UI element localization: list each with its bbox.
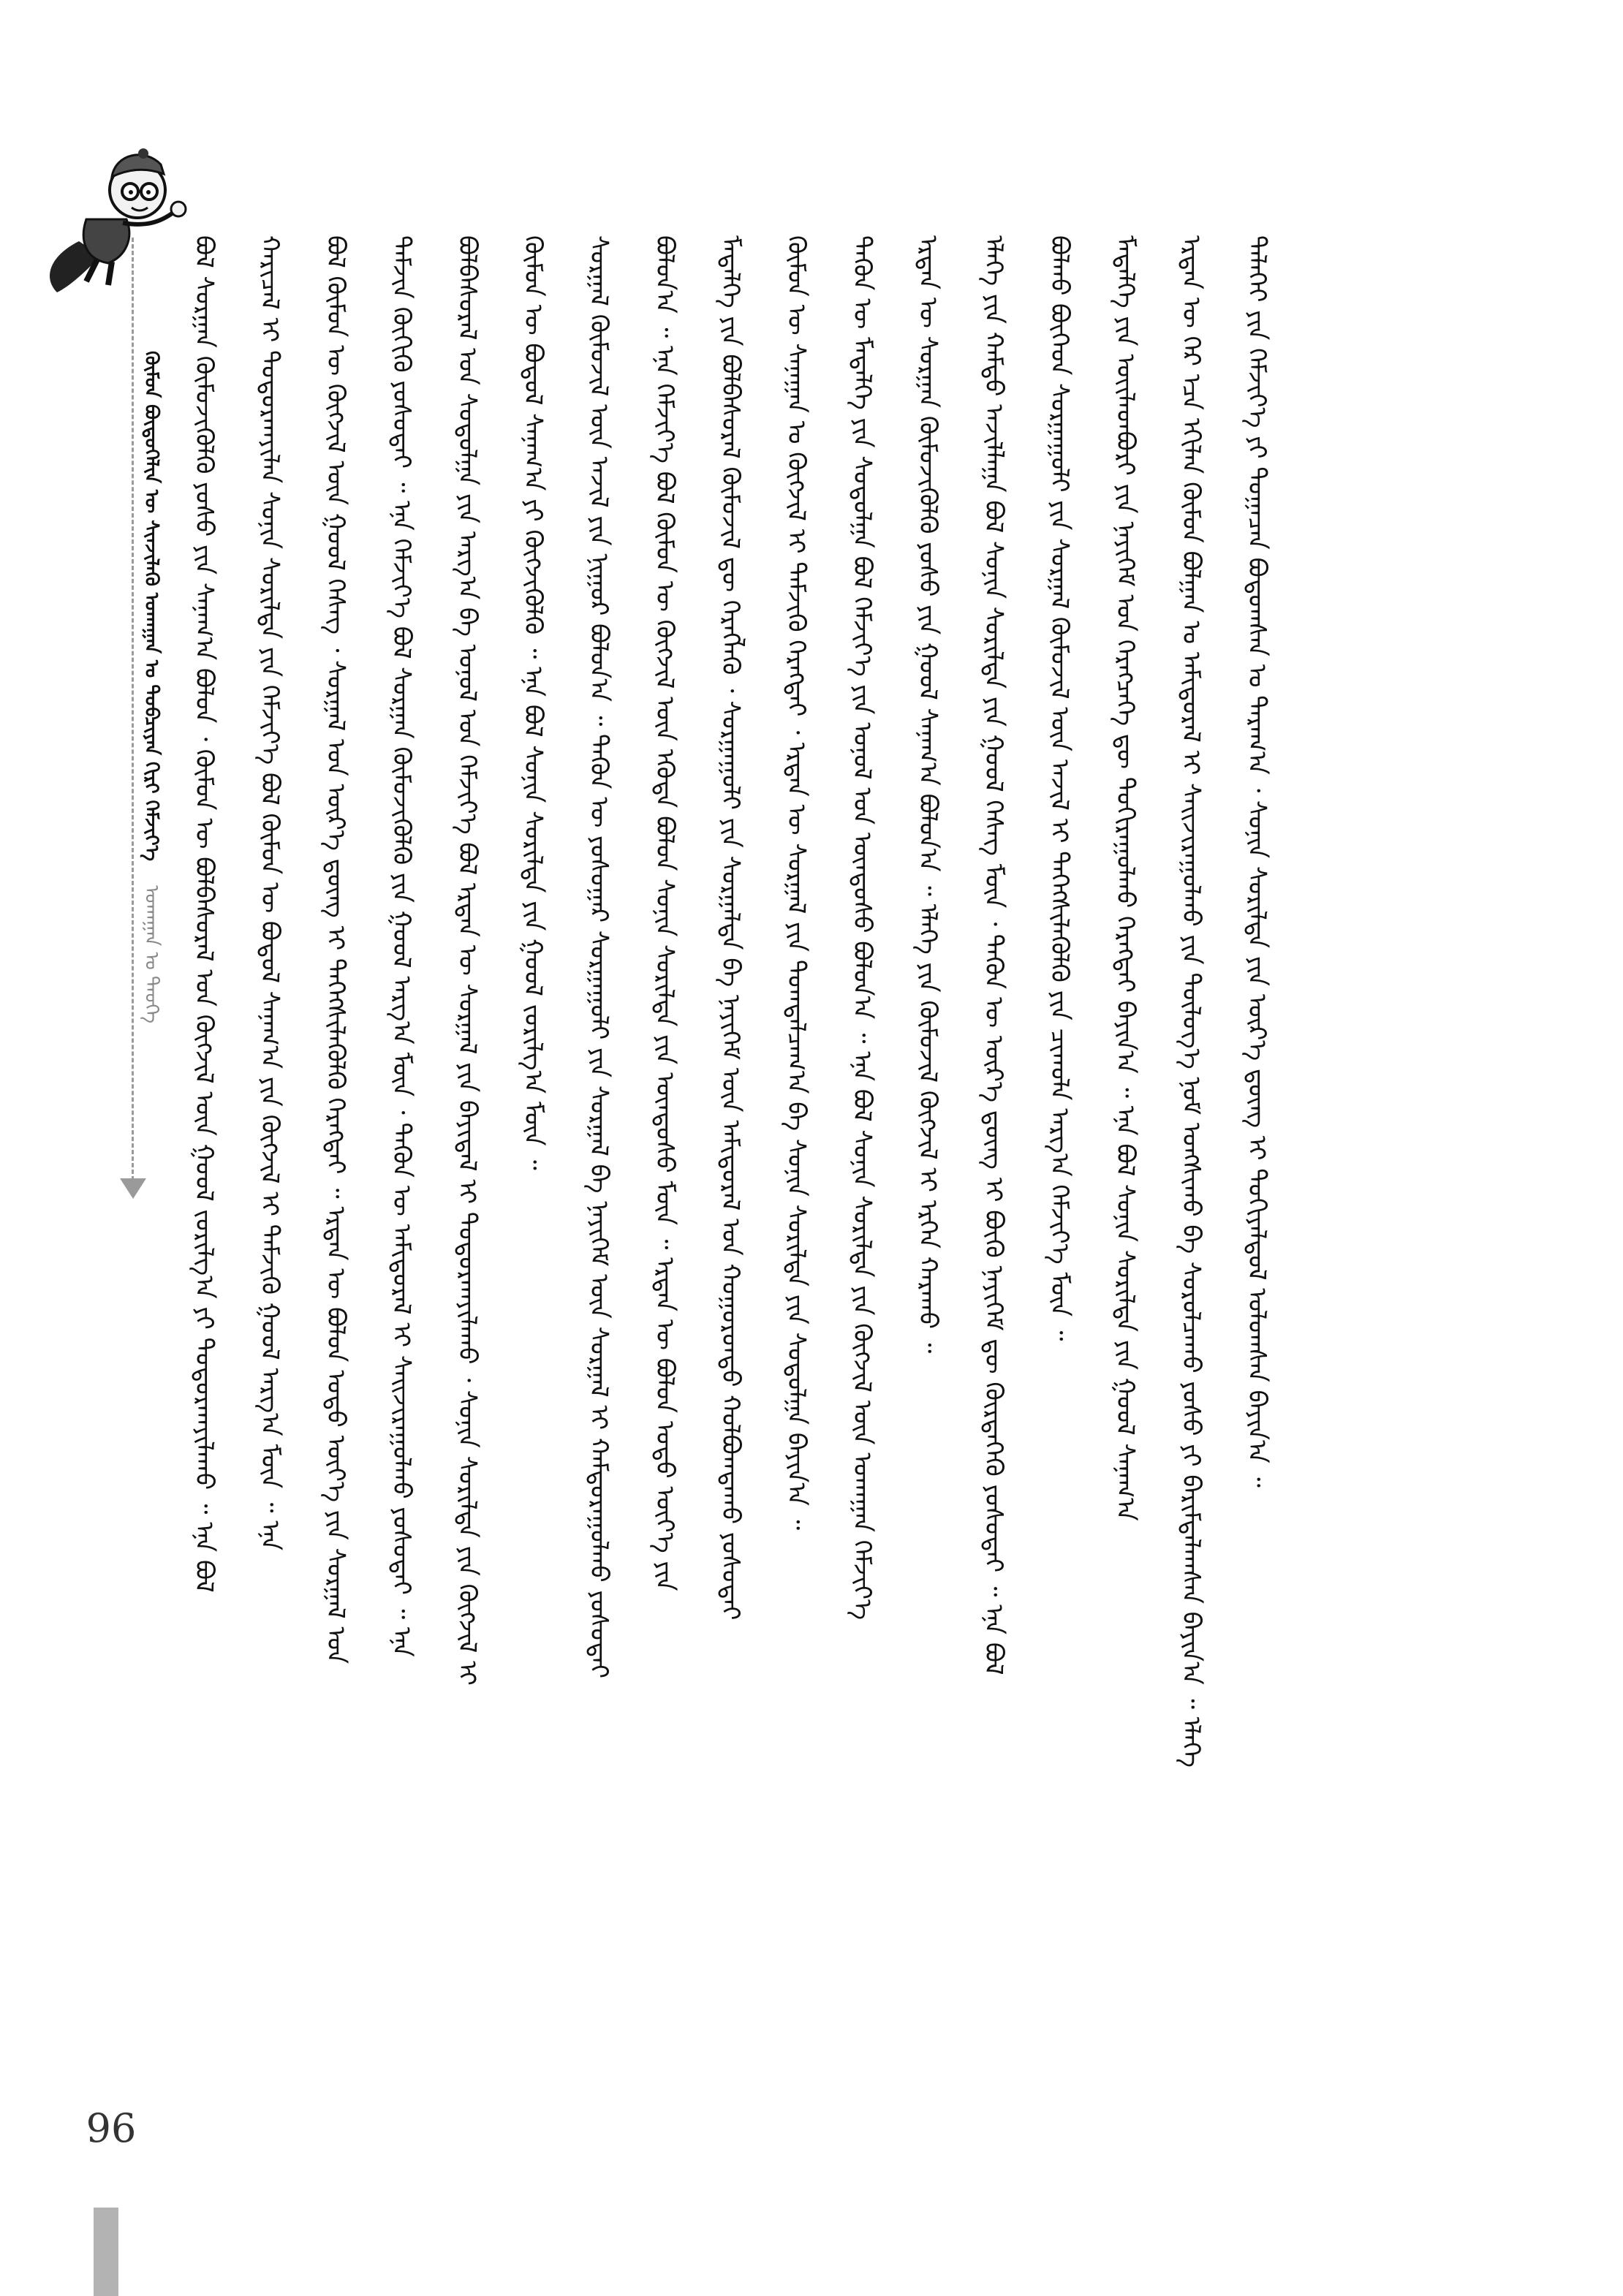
running-header-subtitle: ᠤᠬᠠᠭᠠᠨ ᠤ ᠲᠡᠦᠬᠡ	[140, 885, 162, 1024]
page-edge-tab	[94, 2208, 118, 2296]
text-line: ᠡᠷᠲᠡᠨ ᠦ ᠭᠡᠷ ᠡᠴᠡ ᠡᠬᠢᠯᠡᠨ ᠬᠦᠮᠦᠨ ᠪᠣᠯᠭᠠᠨ ᠤ ᠠᠮᠢᠳᠤᠷᠠᠯ ᠢ ᠰᠠᠢᠵᠢᠷᠠᠭᠤᠯᠬᠤ ᠶᠢᠨ ᠲᠥᠯᠥᠭ᠎ᠡ ᠨᠣᠮ ᠤᠩᠰᠢᠬᠤ ᠪᠠ ᠰᠤᠷᠤᠯᠴᠠᠬᠤ ᠶᠤᠰᠤ ᠶᠢ ᠪᠠᠷᠢᠮᠲᠠᠯᠠᠭᠰᠠᠨ ᠪᠠᠶᠢᠨ᠎ᠠ ᠃ ᠡᠯᠡᠭᠡ	[1176, 235, 1206, 1768]
page-number: 96	[86, 2105, 137, 2151]
body-text	[189, 235, 1358, 1844]
text-line: ᠡᠷᠲᠡᠨ ᠦ ᠰᠤᠷᠭᠠᠨ ᠬᠦᠮᠦᠵᠢᠭᠦᠯᠬᠦ ᠶᠣᠰᠣ ᠶᠢᠨ ᠭᠣᠣᠯ ᠰᠠᠨᠠᠭ᠎ᠠ ᠪᠣᠯᠤᠨ᠎ᠠ ᠃ ᠡᠯᠡᠭᠡ ᠶᠢᠨ ᠬᠥᠮᠦᠵᠢᠯ ᠬᠥᠭᠵᠢᠯ ᠢ ᠡᠷᠭᠡᠨ ᠬᠠᠷᠠᠬᠤ ᠃	[913, 235, 942, 1354]
text-line: ᠪᠣᠯᠤᠨ᠎ᠠ ᠃ ᠡᠨᠡ ᠬᠡᠮᠵᠢᠶ᠎ᠡ ᠪᠣᠯ ᠬᠦᠮᠦᠨ ᠦ ᠬᠥᠭᠵᠢᠯ ᠦᠨ ᠡᠭᠦᠳᠡ ᠪᠣᠯᠤᠨ ᠰᠣᠨᠢᠨ ᠰᠣᠷᠢᠯᠲᠠ ᠶᠢᠨ ᠦᠨᠳᠦᠰᠦ ᠮᠥᠨ ᠃ ᠡᠷᠲᠡᠨ ᠦ ᠪᠣᠯᠤᠨ ᠣᠳᠣ ᠦᠶ᠎ᠡ ᠶᠢᠨ	[650, 235, 679, 1591]
text-line: ᠬᠦᠮᠦᠨ ᠦ ᠪᠣᠳᠤᠯ ᠰᠠᠨᠠᠭ᠎ᠠ ᠶᠢ ᠬᠥᠭᠵᠢᠭᠦᠯᠬᠦ ᠃ ᠡᠨᠡ ᠪᠣᠯ ᠰᠣᠨᠢᠨ ᠰᠣᠷᠢᠯᠲᠠ ᠶᠢᠨ ᠭᠣᠣᠯ ᠵᠣᠷᠢᠯᠭ᠎ᠠ ᠮᠥᠨ ᠃	[518, 235, 548, 1170]
text-line: ᠬᠠᠷᠢᠴᠠᠯ ᠢ ᠲᠣᠳᠣᠷᠬᠠᠶᠢᠯᠠᠨ ᠰᠣᠨᠢᠨ ᠰᠣᠷᠢᠯᠲᠠ ᠶᠢᠨ ᠬᠡᠮᠵᠢᠶ᠎ᠡ ᠪᠣᠯ ᠬᠦᠮᠦᠨ ᠦ ᠪᠣᠳᠤᠯ ᠰᠠᠨᠠᠭ᠎ᠠ ᠶᠢᠨ ᠬᠥᠭᠵᠢᠯ ᠢ ᠳᠡᠮᠵᠢᠬᠦ ᠭᠣᠣᠯ ᠠᠷᠭ᠎ᠠ ᠮᠥᠨ ᠃ ᠡᠨᠡ	[255, 235, 284, 1551]
header-dashed-line	[132, 238, 134, 1181]
text-line: ᠲᠡᠭᠦᠨ ᠦ ᠮᠡᠳᠡᠯᠭᠡ ᠶᠢᠨ ᠰᠤᠳᠤᠯᠭᠠ ᠪᠣᠯ ᠬᠡᠮᠵᠢᠶ᠎ᠡ ᠶᠢᠨ ᠣᠨᠣᠯ ᠤᠨ ᠦᠨᠳᠦᠰᠦ ᠪᠣᠯᠤᠨ᠎ᠠ ᠃ ᠡᠨᠡ ᠪᠣᠯ ᠰᠣᠨᠢᠨ ᠰᠣᠷᠢᠯᠲᠠ ᠶᠢᠨ ᠬᠥᠭᠵᠢᠯ ᠦᠨ ᠤᠬᠠᠭᠠᠨ ᠬᠡᠮᠵᠢᠶ᠎ᠡ	[847, 235, 877, 1621]
running-header-title: ᠬᠦᠮᠦᠨ ᠪᠦᠲᠦᠭᠡᠯᠢᠨ ᠦ ᠰᠢᠨᠵᠢᠯᠡᠬᠦ ᠤᠬᠠᠭᠠᠨ ᠤ ᠲᠣᠪᠴᠢᠶᠠᠨ ᠬᠢᠷᠢ ᠬᠡᠮᠵᠢᠶ᠎ᠡ	[140, 351, 162, 862]
text-line: ᠡᠯᠡᠭᠡ ᠶᠢᠨ ᠬᠠᠮᠲᠤ ᠠᠵᠢᠯᠯᠠᠭᠠ ᠪᠣᠯ ᠰᠣᠨᠢᠨ ᠰᠣᠷᠢᠯᠲᠠ ᠶᠢᠨ ᠭᠣᠣᠯ ᠬᠡᠰᠡᠭ ᠮᠥᠨ ᠂ ᠲᠡᠭᠦᠨ ᠦ ᠦᠷ᠎ᠡ ᠳ᠋ᠦᠩ ᠢ ᠪᠦᠬᠦ ᠨᠡᠶᠢᠭᠡᠮ ᠳᠦ ᠬᠦᠷᠲᠡᠭᠡᠬᠦ ᠶᠣᠰᠣᠲᠠᠢ ᠃ ᠡᠨᠡ ᠪᠣᠯ	[979, 235, 1008, 1675]
text-line: ᠰᠤᠷᠭᠠᠯ ᠬᠦᠮᠦᠵᠢᠯ ᠦᠨ ᠠᠵᠢᠯ ᠶᠢᠨ ᠨᠢᠭᠤᠷ ᠪᠣᠯᠤᠨ᠎ᠠ ᠃ ᠲᠡᠭᠦᠨ ᠦ ᠶᠣᠰᠣᠭᠠᠷ ᠰᠤᠷᠭᠠᠭᠤᠯᠢ ᠶᠢᠨ ᠰᠤᠷᠭᠠᠯ ᠪᠠ ᠨᠡᠶᠢᠭᠡᠮ ᠦᠨ ᠰᠤᠷᠭᠠᠯ ᠢ ᠬᠠᠮᠲᠤᠷᠠᠭᠤᠯᠬᠤ ᠶᠣᠰᠣᠲᠠᠢ	[584, 235, 613, 1679]
text-line: ᠬᠦᠮᠦᠨ ᠦ ᠰᠠᠨᠠᠭᠠᠨ ᠤ ᠬᠥᠭᠵᠢᠯ ᠢ ᠳᠡᠮᠵᠢᠬᠦ ᠬᠡᠷᠡᠭᠲᠡᠢ ᠂ ᠡᠷᠲᠡᠨ ᠦ ᠰᠤᠷᠭᠠᠯ ᠶᠢᠨ ᠲᠣᠭᠲᠠᠯᠴᠠᠭ᠎ᠠ ᠪᠠ ᠰᠣᠨᠢᠨ ᠰᠣᠷᠢᠯᠲᠠ ᠶᠢᠨ ᠰᠤᠳᠤᠯᠭᠠ ᠪᠠᠶᠢᠨ᠎ᠠ ᠃	[782, 235, 811, 1531]
running-header	[139, 0, 168, 2296]
text-line: ᠮᠡᠳᠡᠯᠭᠡ ᠶᠢᠨ ᠦᠢᠯᠡᠳᠪᠦᠷᠢ ᠶᠢᠨ ᠨᠡᠶᠢᠭᠡᠮ ᠤᠨ ᠬᠡᠷᠡᠭᠴᠡᠭᠡ ᠳᠦ ᠲᠣᠬᠢᠷᠠᠭᠤᠯᠬᠤ ᠬᠡᠷᠡᠭᠲᠡᠢ ᠪᠠᠶᠢᠨ᠎ᠠ ᠃ ᠡᠨᠡ ᠪᠣᠯ ᠰᠣᠨᠢᠨ ᠰᠣᠷᠢᠯᠲᠠ ᠶᠢᠨ ᠭᠣᠣᠯ ᠰᠠᠨᠠᠭ᠎ᠠ	[1111, 235, 1140, 1521]
text-line: ᠪᠣᠯᠬᠤ ᠪᠥᠭᠡᠳ ᠰᠤᠷᠭᠠᠭᠤᠯᠢ ᠶᠢᠨ ᠰᠤᠷᠭᠠᠯ ᠬᠦᠮᠦᠵᠢᠯ ᠦᠨ ᠠᠵᠢᠯ ᠢ ᠳᠡᠭᠡᠭᠰᠢᠯᠡᠭᠦᠯᠬᠦ ᠶᠢᠨ ᠴᠢᠬᠤᠯᠠ ᠠᠷᠭ᠎ᠠ ᠬᠡᠮᠵᠢᠶ᠎ᠡ ᠮᠥᠨ ᠃	[1045, 235, 1074, 1341]
text-line: ᠪᠣᠯ ᠰᠤᠷᠭᠠᠨ ᠬᠦᠮᠦᠵᠢᠭᠦᠯᠬᠦ ᠶᠣᠰᠣ ᠶᠢᠨ ᠰᠠᠨᠠᠭ᠎ᠠ ᠪᠣᠯᠤᠨ ᠂ ᠬᠦᠮᠦᠨ ᠦ ᠪᠣᠯᠪᠠᠰᠤᠷᠠᠯ ᠤᠨ ᠬᠥᠭᠵᠢᠯ ᠦᠨ ᠭᠣᠣᠯ ᠵᠣᠷᠢᠯᠭ᠎ᠠ ᠶᠢ ᠲᠣᠳᠣᠷᠬᠠᠶᠢᠯᠠᠬᠤ ᠃ ᠡᠨᠡ ᠪᠣᠯ	[189, 235, 219, 1593]
text-line: ᠮᠡᠳᠡᠯᠭᠡ ᠶᠢᠨ ᠪᠣᠯᠪᠠᠰᠤᠷᠠᠯ ᠬᠦᠮᠦᠵᠢᠯ ᠳᠦ ᠬᠡᠷᠡᠭᠯᠡᠬᠦ ᠂ ᠰᠤᠷᠭᠠᠭᠤᠯᠢ ᠶᠢᠨ ᠰᠤᠷᠭᠠᠯᠲᠠ ᠪᠠ ᠨᠡᠶᠢᠭᠡᠮ ᠦᠨ ᠠᠮᠢᠳᠤᠷᠠᠯ ᠤᠨ ᠬᠣᠭᠣᠷᠣᠨᠳᠤ ᠬᠣᠯᠪᠣᠭᠳᠠᠬᠤ ᠶᠣᠰᠣᠲᠠᠢ	[716, 235, 745, 1621]
text-line: ᠪᠣᠯ ᠬᠦᠮᠦᠨ ᠦ ᠬᠥᠭᠵᠢᠯ ᠦᠨ ᠭᠣᠣᠯ ᠬᠡᠰᠡᠭ ᠂ ᠰᠤᠷᠭᠠᠯ ᠤᠨ ᠦᠷ᠎ᠡ ᠳ᠋ᠦᠩ ᠢ ᠳᠡᠭᠡᠭᠰᠢᠯᠡᠭᠦᠯᠬᠦ ᠬᠡᠷᠡᠭᠲᠡᠢ ᠃ ᠡᠷᠲᠡᠨ ᠦ ᠪᠣᠯᠤᠨ ᠣᠳᠣ ᠦᠶ᠎ᠡ ᠶᠢᠨ ᠰᠤᠷᠭᠠᠯ ᠤᠨ	[321, 235, 350, 1664]
text-line: ᠪᠣᠯᠪᠠᠰᠤᠷᠠᠯ ᠤᠨ ᠰᠤᠳᠤᠯᠭᠠ ᠶᠢᠨ ᠠᠷᠭ᠎ᠠ ᠪᠠ ᠣᠨᠣᠯ ᠤᠨ ᠬᠡᠮᠵᠢᠶ᠎ᠡ ᠪᠣᠯ ᠡᠷᠲᠡᠨ ᠦ ᠰᠤᠷᠭᠠᠯ ᠶᠢᠨ ᠪᠠᠶᠢᠳᠠᠯ ᠢ ᠲᠣᠳᠣᠷᠬᠠᠶᠢᠯᠠᠬᠤ ᠂ ᠰᠣᠨᠢᠨ ᠰᠣᠷᠢᠯᠲᠠ ᠶᠢᠨ ᠬᠥᠭᠵᠢᠯ ᠢ	[453, 235, 482, 1686]
text-line: ᠳᠡᠯᠡᠬᠡᠢ ᠶᠢᠨ ᠬᠡᠮᠵᠢᠶ᠎ᠡ ᠶᠢ ᠲᠣᠭᠠᠴᠠᠨ ᠪᠣᠳᠣᠭᠰᠠᠨ ᠤ ᠳᠠᠷᠠᠭ᠎ᠠ ᠂ ᠰᠣᠨᠢᠨ ᠰᠣᠷᠢᠯᠲᠠ ᠶᠢᠨ ᠦᠷ᠎ᠡ ᠳ᠋ᠦᠩ ᠢ ᠲᠣᠬᠢᠶᠠᠯᠳᠤᠯ ᠤᠯᠤᠭᠰᠠᠨ ᠪᠠᠶᠢᠨ᠎ᠠ ᠃	[1242, 235, 1271, 1488]
mascot-illustration	[35, 132, 203, 300]
text-line: ᠳᠡᠮᠵᠢᠨ ᠬᠥᠬᠢᠬᠦ ᠶᠣᠰᠣᠲᠠᠢ ᠃ ᠡᠨᠡ ᠬᠡᠮᠵᠢᠶ᠎ᠡ ᠪᠣᠯ ᠰᠤᠷᠭᠠᠨ ᠬᠦᠮᠦᠵᠢᠭᠦᠯᠬᠦ ᠶᠢᠨ ᠭᠣᠣᠯ ᠠᠷᠭ᠎ᠠ ᠮᠥᠨ ᠂ ᠲᠡᠭᠦᠨ ᠦ ᠠᠮᠢᠳᠤᠷᠠᠯ ᠢ ᠰᠠᠢᠵᠢᠷᠠᠭᠤᠯᠬᠤ ᠶᠣᠰᠣᠲᠠᠢ ᠃ ᠡᠨᠡ	[387, 235, 416, 1657]
running-header-text	[139, 351, 168, 1550]
